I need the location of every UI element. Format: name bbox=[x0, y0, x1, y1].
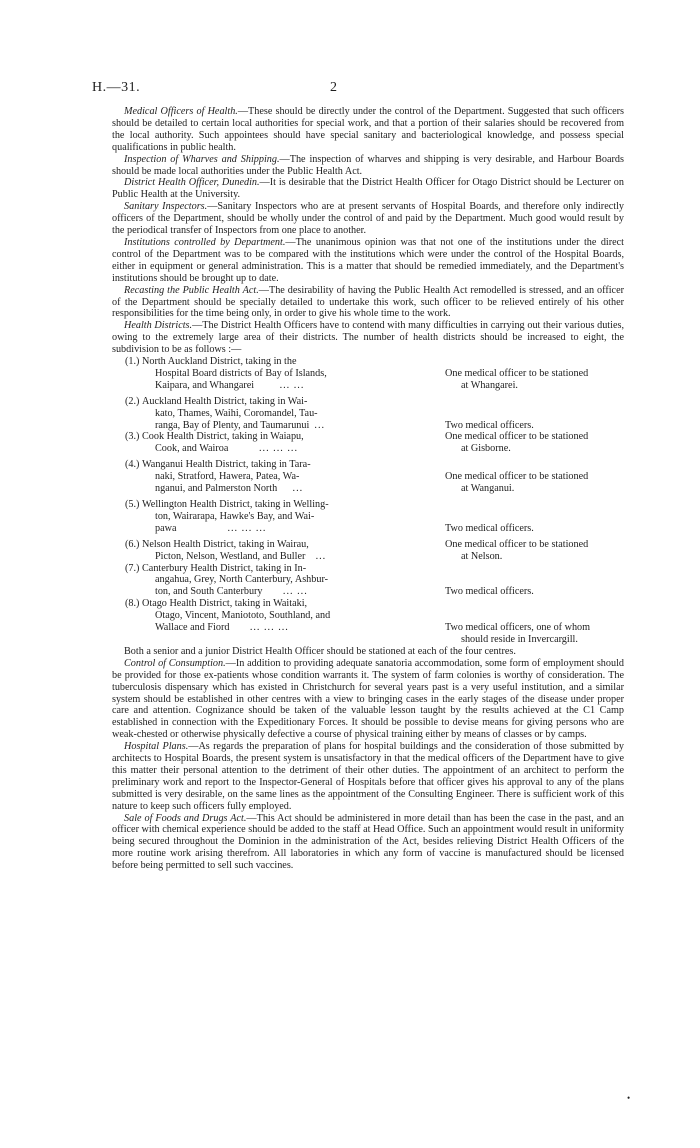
district-row: (3.) Cook Health District, taking in Waiapu, Cook, and Wairoa ... ... ... One medical officer to be stationed at Gisborne. bbox=[112, 431, 624, 455]
leader-dots: ... bbox=[315, 550, 327, 562]
paragraph-recasting-act: Recasting the Public Health Act.—The desirability of having the Public Health Act remodelled is stressed, and an officer of the Department should be specially detailed to undertake this work, such officer to be relieved entirely of his other responsibilities for the time being only, in order to give his whole time to the work. bbox=[112, 284, 624, 320]
district-officers: One medical officer to be stationed at Wanganui. bbox=[445, 471, 589, 495]
district-number: (3.) bbox=[125, 431, 140, 443]
district-row: (2.) Auckland Health District, taking in Wai- kato, Thames, Waihi, Coromandel, Tau- ranga, Bay of Plenty, and Taumarunui ... Two medical officers. bbox=[112, 396, 624, 432]
leader-dots: ... ... bbox=[279, 379, 305, 391]
district-list bbox=[112, 356, 624, 646]
district-number: (2.) bbox=[125, 395, 140, 407]
district-number: (4.) bbox=[125, 459, 140, 471]
leader-dots: ... ... bbox=[282, 586, 308, 598]
paragraph-sanitary-inspectors: Sanitary Inspectors.—Sanitary Inspectors who are at present servants of Hospital Boards, and therefore only indirectly officers of the Department, should be wholly under the control of and paid by the Department. Much good would result by the periodical transfer of Inspectors from one place to another. bbox=[112, 201, 624, 237]
page-header bbox=[92, 80, 652, 102]
paragraph-institutions: Institutions controlled by Department.—The unanimous opinion was that not one of the institutions under the direct control of the Department was to be compared with the institutions which were under the control of the Hospital Boards, either in equipment or general administration. This is a matter that should be remedied immediately, and the Department's institutions should be brought up to date. bbox=[112, 236, 625, 284]
footer-mark: • bbox=[627, 1093, 631, 1103]
paragraph-dunedin: District Health Officer, Dunedin.—It is desirable that the District Health Officer for Otago District should be Lecturer on Public Health at the University. bbox=[112, 177, 624, 201]
district-officers: Two medical officers. bbox=[445, 419, 534, 431]
district-row: (5.) Wellington Health District, taking in Welling- ton, Wairarapa, Hawke's Bay, and Wai- pawa ... ... ... Two medical officers. bbox=[112, 499, 624, 535]
district-row: (6.) Nelson Health District, taking in Wairau, Picton, Nelson, Westland, and Buller ... One medical officer to be stationed at Nelson. bbox=[112, 539, 624, 563]
body-text bbox=[112, 106, 624, 872]
leader-dots: ... bbox=[314, 419, 326, 431]
district-officers: Two medical officers. bbox=[445, 522, 534, 534]
district-number: (8.) bbox=[125, 598, 140, 610]
district-officers: One medical officer to be stationed at Gisborne. bbox=[445, 431, 589, 455]
paragraph-hospital-plans: Hospital Plans.—As regards the preparation of plans for hospital buildings and the consideration of those submitted by architects to Hospital Boards, the present system is unsatisfactory in that the medical officers of the Department have to give this matter their personal attention to the detriment of their other duties. The appointment of an architect to perform the preliminary work and report to the Inspector-General of Hospitals before that officer gives his approval to any of the plans submitted is very desirable, on the same lines as the appointment of the Consulting Engineer. There is sufficient work of this nature to keep such officers fully employed. bbox=[112, 741, 624, 812]
district-number: (5.) bbox=[125, 499, 140, 510]
district-row: (1.) North Auckland District, taking in the Hospital Board districts of Bay of Islands, Kaipara, and Whangarei ... ... One medical officer to be stationed at Whangarei. bbox=[112, 356, 624, 392]
district-row: (7.) Canterbury Health District, taking in In- angahua, Grey, North Canterbury, Ashbur- ton, and South Canterbury ... ... Two medical officers. bbox=[112, 563, 624, 599]
district-number: (6.) bbox=[125, 538, 140, 550]
leader-dots: ... ... ... bbox=[227, 522, 267, 534]
district-officers: Two medical officers, one of whom should reside in Invercargill. bbox=[445, 622, 591, 645]
district-officers: Two medical officers. bbox=[445, 586, 534, 598]
paragraph-medical-officers: Medical Officers of Health.—These should be directly under the control of the Department. Suggested that such officers should be detailed to certain local authorities for special work, and that a portion of their salaries should be recovered from the local authority. Such appointees should have special sanitary and bacteriological knowledge, and possess special qualifications in public health. bbox=[112, 106, 624, 153]
paragraph-wharves: Inspection of Wharves and Shipping.—The inspection of wharves and shipping is very desirable, and Harbour Boards should be made local authorities under the Public Health Act. bbox=[112, 153, 624, 177]
district-officers: One medical officer to be stationed at Nelson. bbox=[445, 538, 589, 562]
district-number: (7.) bbox=[125, 562, 140, 574]
leader-dots: ... ... ... bbox=[258, 443, 298, 455]
paragraph-consumption: Control of Consumption.—In addition to providing adequate sanatoria accommodation, some form of employment should be provided for those ex-patients whose condition warrants it. The system of farm colonies is worthy of consideration. The tuberculosis dispensary which has existed in Christchurch for several years past is a very useful institution, and a similar system should be established in other centres with a view to bringing cases in the early stages of the disease under proper care and attention. Cognizance should be taken of the valuable lesson taught by the results achieved at the C1 Camp established in connection with the Expeditionary Forces. It should be possible to devise means for giving persons who are weak-chested or otherwise physically defective a course of physical training either by means of classes or by camps. bbox=[112, 657, 624, 741]
district-row: (4.) Wanganui Health District, taking in Tara- naki, Stratford, Hawera, Patea, Wa- nganui, and Palmerston North ... One medical officer to be stationed at Wanganui. bbox=[112, 459, 624, 495]
leader-dots: ... ... ... bbox=[249, 622, 289, 634]
paragraph-senior-junior: Both a senior and a junior District Health Officer should be stationed at each of the four centres. bbox=[124, 645, 516, 657]
page-number: 2 bbox=[330, 80, 337, 95]
district-row: (8.) Otago Health District, taking in Waitaki, Otago, Vincent, Maniototo, Southland, and Wallace and Fiord ... ... ... Two medical officers, one of whom should reside in Invercargill. bbox=[112, 598, 624, 646]
paragraph-health-districts: Health Districts.—The District Health Officers have to contend with many difficulties in carrying out their various duties, owing to the extremely large area of their districts. The number of health districts should be increased to eight, the subdivision to be as follows :— bbox=[112, 320, 624, 356]
document-reference: H.—31. bbox=[92, 80, 141, 95]
district-officers: One medical officer to be stationed at Whangarei. bbox=[445, 367, 589, 391]
leader-dots: ... bbox=[292, 483, 304, 495]
district-number: (1.) bbox=[125, 356, 140, 368]
paragraph-foods-drugs: Sale of Foods and Drugs Act.—This Act should be administered in more detail than has been the case in the past, and an officer with chemical experience should be added to the staff at Head Office. Such an appointment would result in uniformity being secured throughout the Dominion in the administration of the Act, besides relieving District Health Officers of the more routine work arising therefrom. All laboratories in which any form of vaccine is manufactured should be licensed before being permitted to sell such vaccines. bbox=[112, 812, 624, 872]
